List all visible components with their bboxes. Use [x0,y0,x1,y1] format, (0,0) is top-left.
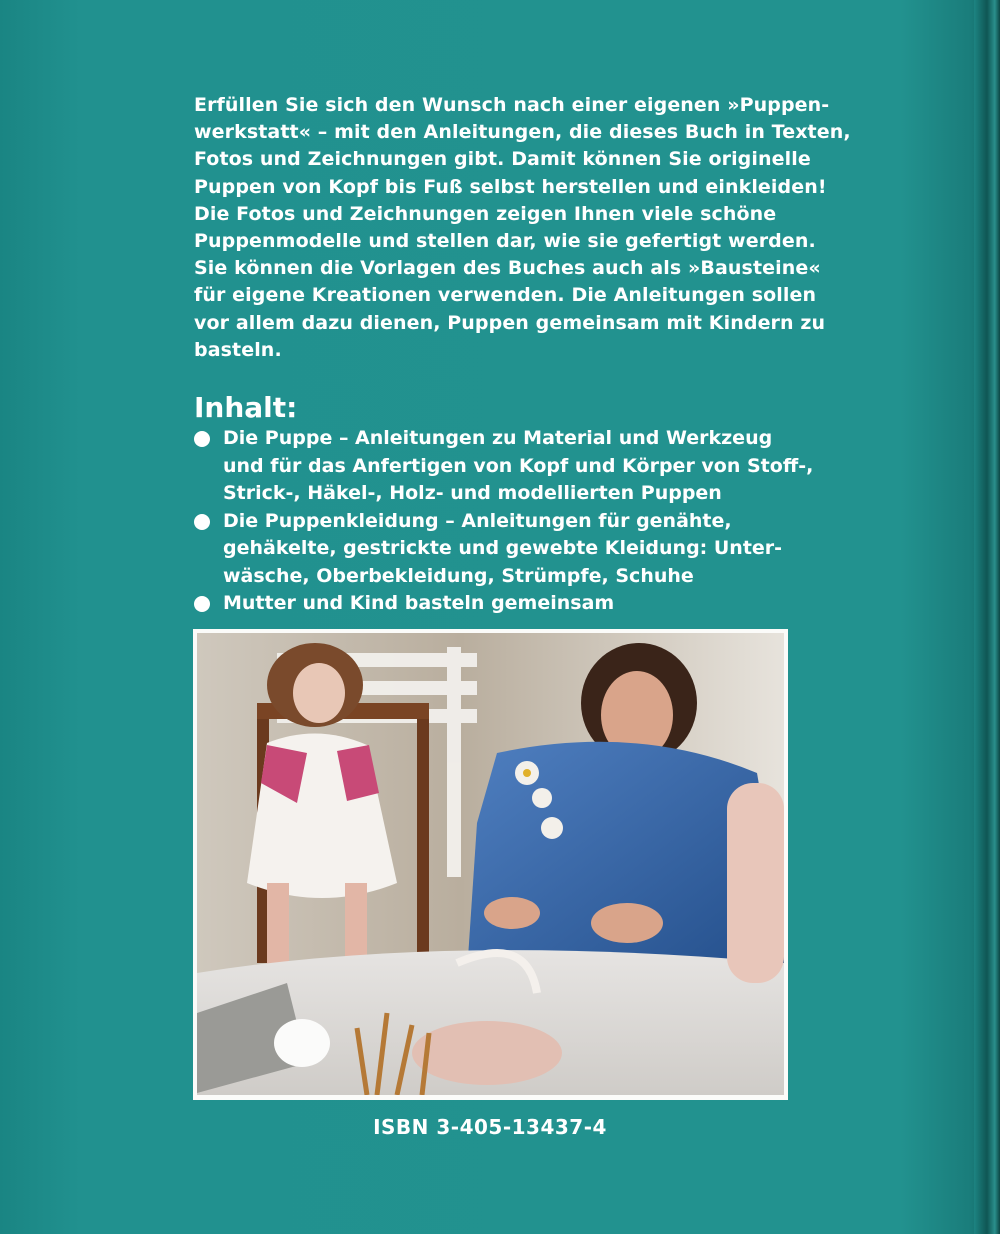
contents-list [194,425,814,618]
list-item-line: Die Puppe – Anleitungen zu Material und Werkzeug [223,427,773,449]
intro-line: Erfüllen Sie sich den Wunsch nach einer eigenen »Puppen- [194,94,830,116]
intro-line: Die Fotos und Zeichnungen zeigen Ihnen viele schöne [194,202,777,225]
intro-line: für eigene Kreationen verwenden. Die Anleitungen sollen [194,284,817,307]
bullet-icon [194,431,210,447]
list-item-line: gehäkelte, gestrickte und gewebte Kleidung: Unter- [223,537,783,559]
list-item [194,508,794,591]
list-item [194,425,814,508]
intro-line: vor allem dazu dienen, Puppen gemeinsam mit Kindern zu [194,311,826,334]
bullet-icon [194,514,210,530]
intro-line: Fotos und Zeichnungen gibt. Damit können Sie originelle [194,148,811,171]
intro-line: Puppenmodelle und stellen dar, wie sie gefertigt werden. [194,230,816,253]
list-item [194,590,794,618]
bullet-icon [194,596,210,612]
list-item-line: und für das Anfertigen von Kopf und Körper von Stoff-, [223,454,814,477]
contents-heading: Inhalt: [194,391,298,424]
cover-edge [974,0,1000,1234]
list-item-line: wäsche, Oberbekleidung, Strümpfe, Schuhe [223,564,694,587]
cover-photo [197,633,784,1095]
isbn-number: ISBN 3-405-13437-4 [373,1115,607,1139]
intro-line: Puppen von Kopf bis Fuß selbst herstellen und einkleiden! [194,175,827,198]
intro-line: basteln. [194,338,282,361]
intro-line: werkstatt« – mit den Anleitungen, die dieses Buch in Texten, [194,121,851,144]
list-item-line: Die Puppenkleidung – Anleitungen für genähte, [223,509,732,532]
intro-text [194,92,851,364]
list-item-line: Mutter und Kind basteln gemeinsam [223,592,615,614]
list-item-line: Strick-, Häkel-, Holz- und modellierten Puppen [223,482,722,504]
intro-line: Sie können die Vorlagen des Buches auch als »Bausteine« [194,257,821,280]
